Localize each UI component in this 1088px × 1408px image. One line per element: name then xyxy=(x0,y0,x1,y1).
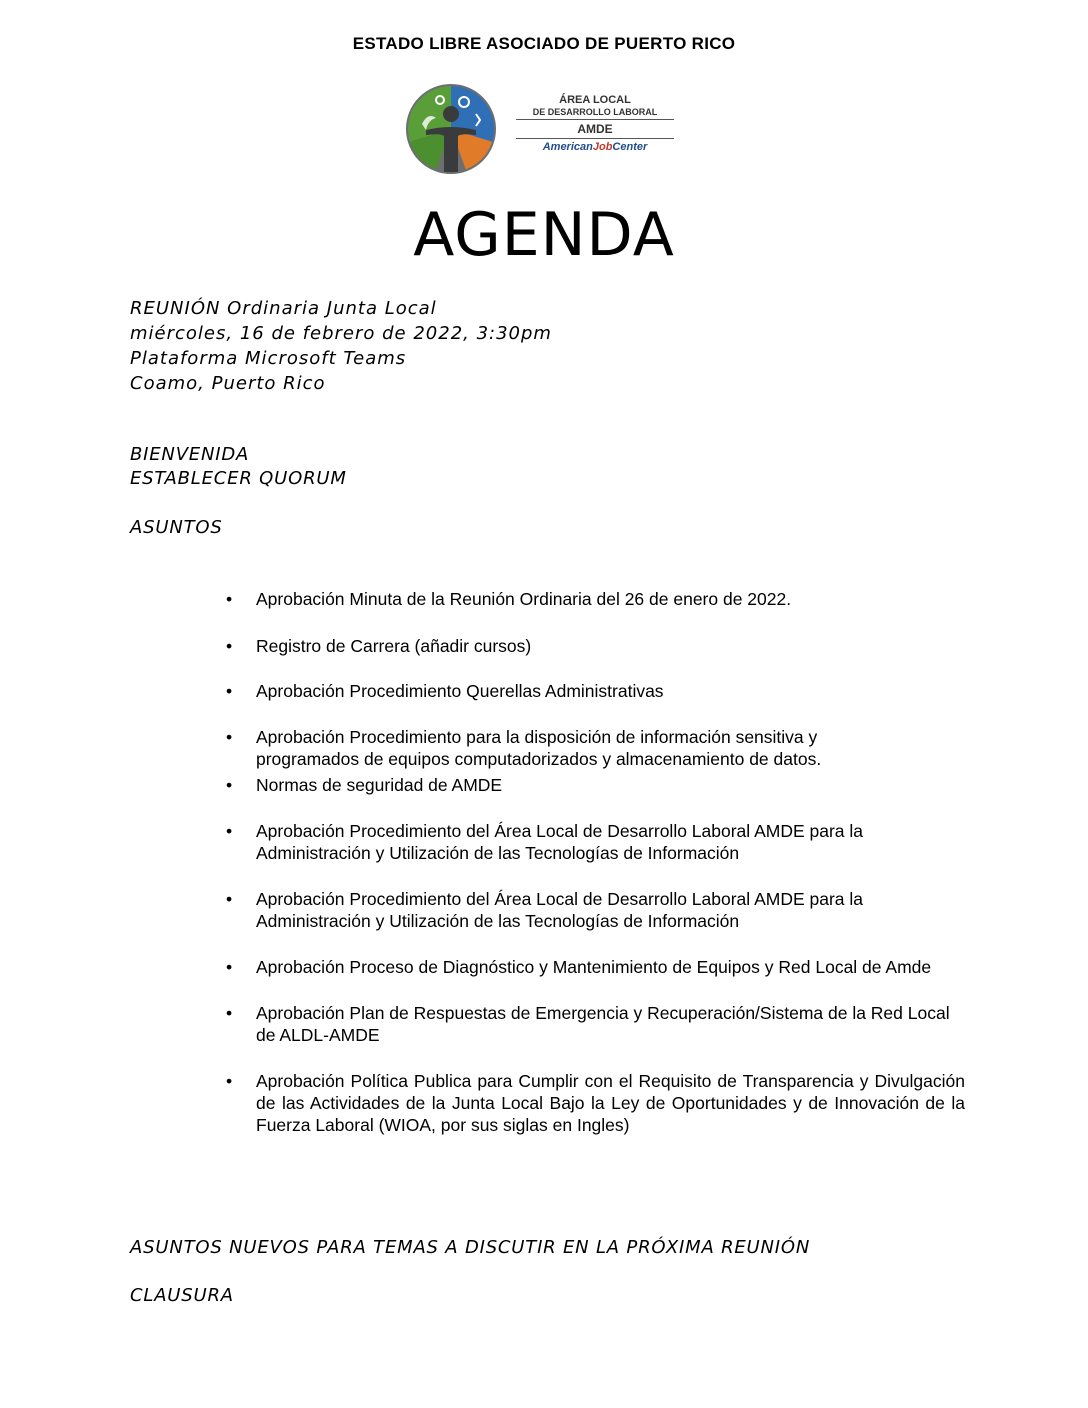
meeting-info xyxy=(130,296,552,396)
logo-rule-bottom xyxy=(516,138,674,139)
section-closing: CLAUSURA xyxy=(130,1285,234,1306)
list-item: • Registro de Carrera (añadir cursos) xyxy=(226,636,532,656)
amde-logo xyxy=(406,84,678,174)
meeting-location: Coamo, Puerto Rico xyxy=(130,373,326,394)
list-item: • Aprobación Procedimiento del Área Local de Desarrollo Laboral AMDE para la Administración y Utilización de las Tecnologías de Información xyxy=(226,821,864,863)
bullet-icon: • xyxy=(226,1003,233,1023)
list-item: • Aprobación Política Publica para Cumplir con el Requisito de Transparencia y Divulgación de las Actividades de la Junta Local Bajo la Ley de Oportunidades y de Innovación de la Fuerza Laboral (WIOA, por sus siglas en Ingles) xyxy=(226,1071,965,1135)
logo-line-ajc: AmericanJobCenter xyxy=(542,141,648,153)
page-title: AGENDA xyxy=(413,200,675,270)
bullet-icon: • xyxy=(226,589,233,609)
bullet-icon: • xyxy=(226,889,233,909)
bullet-icon: • xyxy=(226,957,233,977)
header-title: ESTADO LIBRE ASOCIADO DE PUERTO RICO xyxy=(352,34,736,53)
list-item: • Aprobación Plan de Respuestas de Emergencia y Recuperación/Sistema de la Red Local de ALDL-AMDE xyxy=(226,1003,950,1045)
list-item: • Aprobación Minuta de la Reunión Ordinaria del 26 de enero de 2022. xyxy=(226,589,792,609)
list-item: • Aprobación Procedimiento del Área Local de Desarrollo Laboral AMDE para la Administración y Utilización de las Tecnologías de Información xyxy=(226,889,864,931)
logo-rule-top xyxy=(516,119,674,120)
section-quorum: ESTABLECER QUORUM xyxy=(130,468,347,489)
bullet-icon: • xyxy=(226,775,233,795)
list-item: • Normas de seguridad de AMDE xyxy=(226,775,503,795)
section-new-matters: ASUNTOS NUEVOS PARA TEMAS A DISCUTIR EN LA PRÓXIMA REUNIÓN xyxy=(130,1237,811,1258)
bullet-icon: • xyxy=(226,681,233,701)
logo-line-amde: AMDE xyxy=(577,122,613,136)
meeting-date: miércoles, 16 de febrero de 2022, 3:30pm xyxy=(130,323,552,344)
meeting-platform: Plataforma Microsoft Teams xyxy=(130,348,407,369)
list-item: • Aprobación Procedimiento para la disposición de información sensitiva y programados de equipos computadorizados y almacenamiento de datos. xyxy=(226,727,822,769)
section-matters: ASUNTOS xyxy=(130,517,223,538)
logo-line-desarrollo: DE DESARROLLO LABORAL xyxy=(532,107,658,117)
list-item: • Aprobación Procedimiento Querellas Administrativas xyxy=(226,681,664,701)
section-welcome: BIENVENIDA xyxy=(130,444,250,465)
bullet-icon: • xyxy=(226,821,233,841)
list-item: • Aprobación Proceso de Diagnóstico y Mantenimiento de Equipos y Red Local de Amde xyxy=(226,957,932,977)
meeting-type: REUNIÓN Ordinaria Junta Local xyxy=(130,298,437,319)
bullet-icon: • xyxy=(226,727,233,747)
amde-emblem-icon xyxy=(406,84,496,174)
logo-text xyxy=(510,94,680,153)
bullet-icon: • xyxy=(226,636,233,656)
agenda-items xyxy=(220,588,965,1136)
logo-line-area-local: ÁREA LOCAL xyxy=(559,94,631,106)
bullet-icon: • xyxy=(226,1071,233,1091)
